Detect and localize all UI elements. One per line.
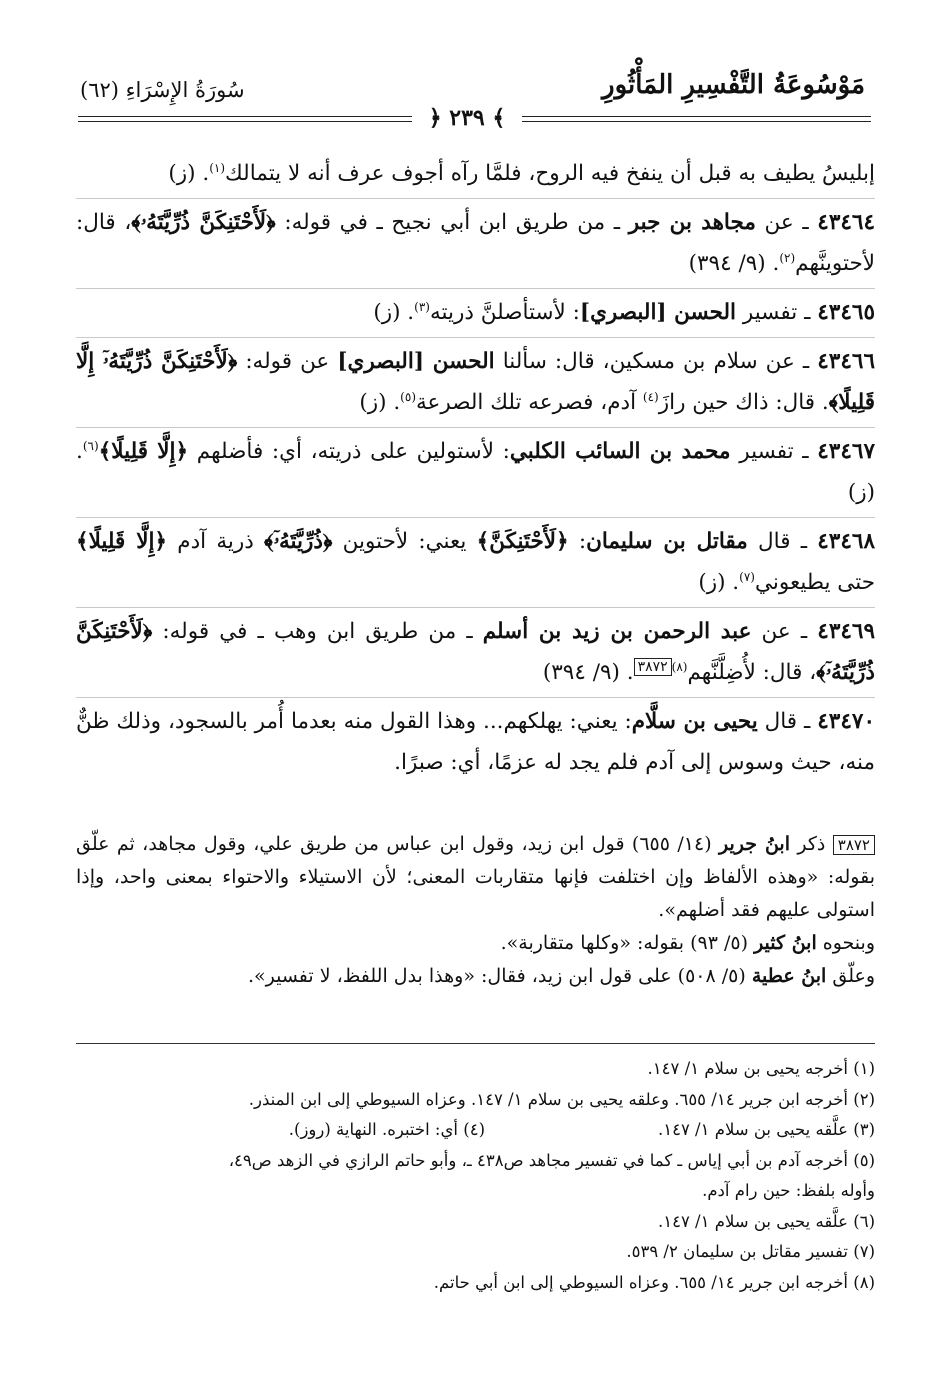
footnote-3: (٣) علَّقه يحيى بن سلام ١/ ١٤٧.	[657, 1120, 875, 1139]
narrator-name: عبد الرحمن بن زيد بن أسلم	[482, 619, 752, 644]
narrator-name: الحسن [البصري]	[337, 349, 495, 374]
entry-43467: ٤٣٤٦٧ ـ تفسير محمد بن السائب الكلبي: لأستولين على ذريته، أي: فأضلهم ﴿إِلَّا قَلِيلًا﴾$^{(٦)}$. (ز)	[76, 438, 875, 505]
scholar-name: ابنُ كثير	[754, 932, 817, 954]
entry-number: ٤٣٤٦٨	[817, 529, 875, 554]
entry-43468: ٤٣٤٦٨ ـ قال مقاتل بن سليمان: ﴿لَأَحْتَنِكَنَّ﴾ يعني: لأحتوين ﴿ذُرِّيَّتَهُۥٓ﴾ ذرية آدم ﴿إِلَّا قَلِيلًا﴾ حتى يطيعوني$^{(٧)}$. (ز)	[76, 529, 875, 595]
footnotes	[76, 1054, 875, 1298]
commentary-ref-box[interactable]: ٣٨٧٢	[634, 658, 672, 676]
footnote-marker: (٢)	[779, 250, 796, 265]
scholar-name: ابنُ جرير	[719, 833, 790, 855]
footnote-row-3-4	[76, 1115, 875, 1146]
quran-quote: ﴿لَأَحْتَنِكَنَّ﴾	[476, 529, 569, 554]
commentary-para-3: وعلّق ابنُ عطية (٥/ ٥٠٨) على قول ابن زيد، فقال: «وهذا بدل اللفظ، لا تفسير».	[247, 965, 875, 987]
entry-number: ٤٣٤٧٠	[817, 709, 875, 734]
commentary-para-2: وبنحوه ابنُ كثير (٥/ ٩٣) بقوله: «وكلها متقاربة».	[500, 932, 875, 954]
entry-number: ٤٣٤٦٤	[817, 210, 876, 235]
entry-43466: ٤٣٤٦٦ ـ عن سلام بن مسكين، قال: سألنا الحسن [البصري] عن قوله: ﴿لَأَحْتَنِكَنَّ ذُرِّيَّتَهُۥٓ إِلَّا قَلِيلًا﴾. قال: ذاك حين رازَ$^{(٤)}$ آدم، فصرعه تلك الصرعة$^{(٥)}$. (ز)	[76, 349, 875, 415]
footnote-8: (٨) أخرجه ابن جرير ١٤/ ٦٥٥. وعزاه السيوطي إلى ابن أبي حاتم.	[433, 1272, 875, 1292]
entry-43465: ٤٣٤٦٥ ـ تفسير الحسن [البصري]: لأستأصلنَّ ذريته$^{(٣)}$. (ز)	[373, 299, 875, 325]
narrator-name: محمد بن السائب الكلبي	[509, 439, 731, 464]
footnote-rule	[76, 1043, 875, 1044]
footnote-marker: (٥)	[400, 389, 416, 404]
quran-quote: ﴿ذُرِّيَّتَهُۥٓ﴾	[264, 529, 333, 554]
commentary-block	[76, 828, 875, 993]
footnote-7: (٧) تفسير مقاتل بن سليمان ٢/ ٥٣٩.	[626, 1242, 875, 1261]
footnote-5-cont: وأوله بلفظ: حين رام آدم.	[702, 1181, 875, 1200]
main-text	[76, 150, 875, 787]
entry-number: ٤٣٤٦٧	[817, 439, 875, 464]
quran-quote: ﴿لَأَحْتَنِكَنَّ ذُرِّيَّتَهُۥٓ﴾	[76, 619, 875, 685]
footnote-4: (٤) أي: اختبره. النهاية (روز).	[288, 1120, 485, 1139]
footnote-marker: (٧)	[739, 569, 755, 584]
narrator-name: يحيى بن سلَّام	[631, 709, 758, 734]
footnote-2: (٢) أخرجه ابن جرير ١٤/ ٦٥٥. وعلقه يحيى بن سلام ١/ ١٤٧. وعزاه السيوطي إلى ابن المنذر.	[248, 1089, 875, 1109]
quran-quote: ﴿لَأَحْتَنِكَنَّ ذُرِّيَّتَهُۥٓ إِلَّا قَلِيلًا﴾	[76, 349, 875, 415]
scholar-name: ابنُ عطية	[751, 965, 827, 987]
footnote-marker: (١)	[209, 160, 226, 175]
footnote-marker: (٣)	[414, 299, 430, 314]
footnote-1: (١) أخرجه يحيى بن سلام ١/ ١٤٧.	[647, 1059, 875, 1078]
entry-number: ٤٣٤٦٩	[817, 619, 876, 644]
narrator-name: الحسن [البصري]	[579, 300, 737, 325]
footnote-marker: (٦)	[82, 438, 99, 453]
quran-quote: ﴿إِلَّا قَلِيلًا﴾	[76, 529, 168, 554]
surah-title: سُورَةُ الإِسْرَاءِ (٦٢)	[80, 78, 245, 102]
entry-43469: ٤٣٤٦٩ ـ عن عبد الرحمن بن زيد بن أسلم ـ من طريق ابن وهب ـ في قوله: ﴿لَأَحْتَنِكَنَّ ذُرِّيَّتَهُۥٓ﴾، قال: لأُضِلَّنَّهم$^{(٨)}$٣٨٧٢. (٩/ ٣٩٤)	[76, 619, 876, 685]
page-number: ﴾ ٢٣٩ ﴿	[412, 105, 522, 131]
entry-43464: ٤٣٤٦٤ ـ عن مجاهد بن جبر ـ من طريق ابن أبي نجيح ـ في قوله: ﴿لَأَحْتَنِكَنَّ ذُرِّيَّتَهُۥ﴾، قال: لأحتوينَّهم$^{(٢)}$. (٩/ ٣٩٤)	[76, 210, 876, 276]
quran-quote: ﴿إِلَّا قَلِيلًا﴾	[98, 439, 189, 464]
commentary-para-1: ٣٨٧٢ ذكر ابنُ جرير (١٤/ ٦٥٥) قول ابن زيد، وقول ابن عباس من طريق علي، وقول مجاهد، ثم علّق بقوله: «وهذه الألفاظ وإن اختلفت فإنها متقاربات المعنى؛ لأن الاستيلاء والاحتواء بمعنى واحد، وإذا استولى عليهم فقد أضلهم».	[76, 833, 875, 921]
commentary-ref-box[interactable]: ٣٨٧٢	[833, 835, 875, 855]
entry-43470: ٤٣٤٧٠ ـ قال يحيى بن سلَّام: يعني: يهلكهم... وهذا القول منه بعدما أُمر بالسجود، وذلك ظنٌّ منه، حيث وسوس إلى آدم فلم يجد له عزمًا، أي: صبرًا.	[76, 709, 875, 775]
narrator-name: مقاتل بن سليمان	[586, 529, 748, 554]
footnote-marker: (٨)	[671, 659, 688, 674]
entry-number: ٤٣٤٦٦	[817, 349, 875, 374]
footnote-6: (٦) علَّقه يحيى بن سلام ١/ ١٤٧.	[657, 1211, 875, 1231]
entry-continuation: إبليسُ يطيف به قبل أن ينفخ فيه الروح، فلمَّا رآه أجوف عرف أنه لا يتمالك$^{(١)}$. (ز)	[168, 160, 875, 186]
footnote-5: (٥) أخرجه آدم بن أبي إياس ـ كما في تفسير مجاهد ص٤٣٨ ـ، وأبو حاتم الرازي في الزهد ص٤٩،	[228, 1150, 875, 1170]
book-title: مَوْسُوعَةُ التَّفْسِيرِ المَأْثُورِ	[602, 70, 865, 100]
quran-quote: ﴿لَأَحْتَنِكَنَّ ذُرِّيَّتَهُۥ﴾	[131, 210, 276, 235]
footnote-marker: (٤)	[642, 389, 659, 404]
narrator-name: مجاهد بن جبر	[628, 210, 756, 235]
entry-number: ٤٣٤٦٥	[817, 300, 875, 325]
